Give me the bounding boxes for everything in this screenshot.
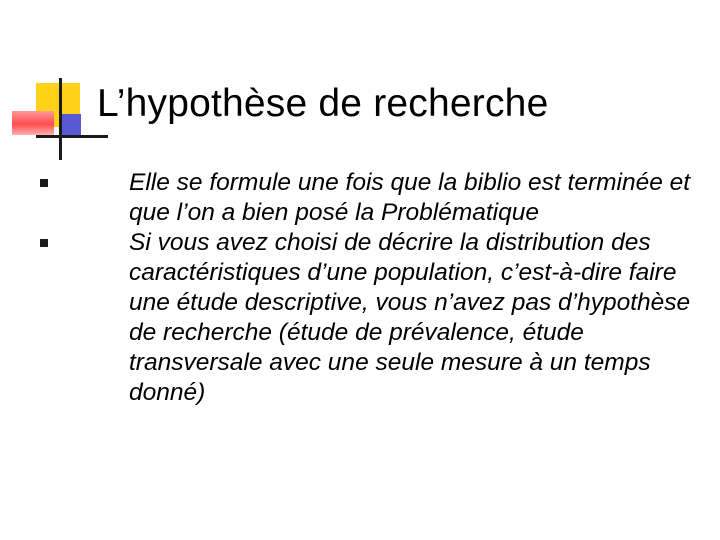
bullet-list (40, 168, 710, 408)
bullet-text: Si vous avez choisi de décrire la distribution des caractéristiques d’une population, c’est-à-dire faire une étude descriptive, vous n’avez pas d’hypothèse de recherche (étude de prévalence, étude transversale avec une seule mesure à un temps donné) (129, 229, 691, 406)
bullet-text: Elle se formule une fois que la biblio est terminée et que l’on a bien posé la Problématique (129, 169, 691, 226)
logo-blue-square (59, 114, 81, 136)
logo-horizontal-line (36, 135, 108, 138)
slide-logo (0, 0, 110, 170)
logo-red-square (12, 111, 54, 135)
square-bullet-icon (40, 179, 48, 187)
square-bullet-icon (40, 239, 48, 247)
slide-title: L’hypothèse de recherche (97, 82, 549, 125)
logo-vertical-line (59, 78, 62, 160)
bullet-item (40, 228, 710, 408)
bullet-item (40, 168, 710, 228)
